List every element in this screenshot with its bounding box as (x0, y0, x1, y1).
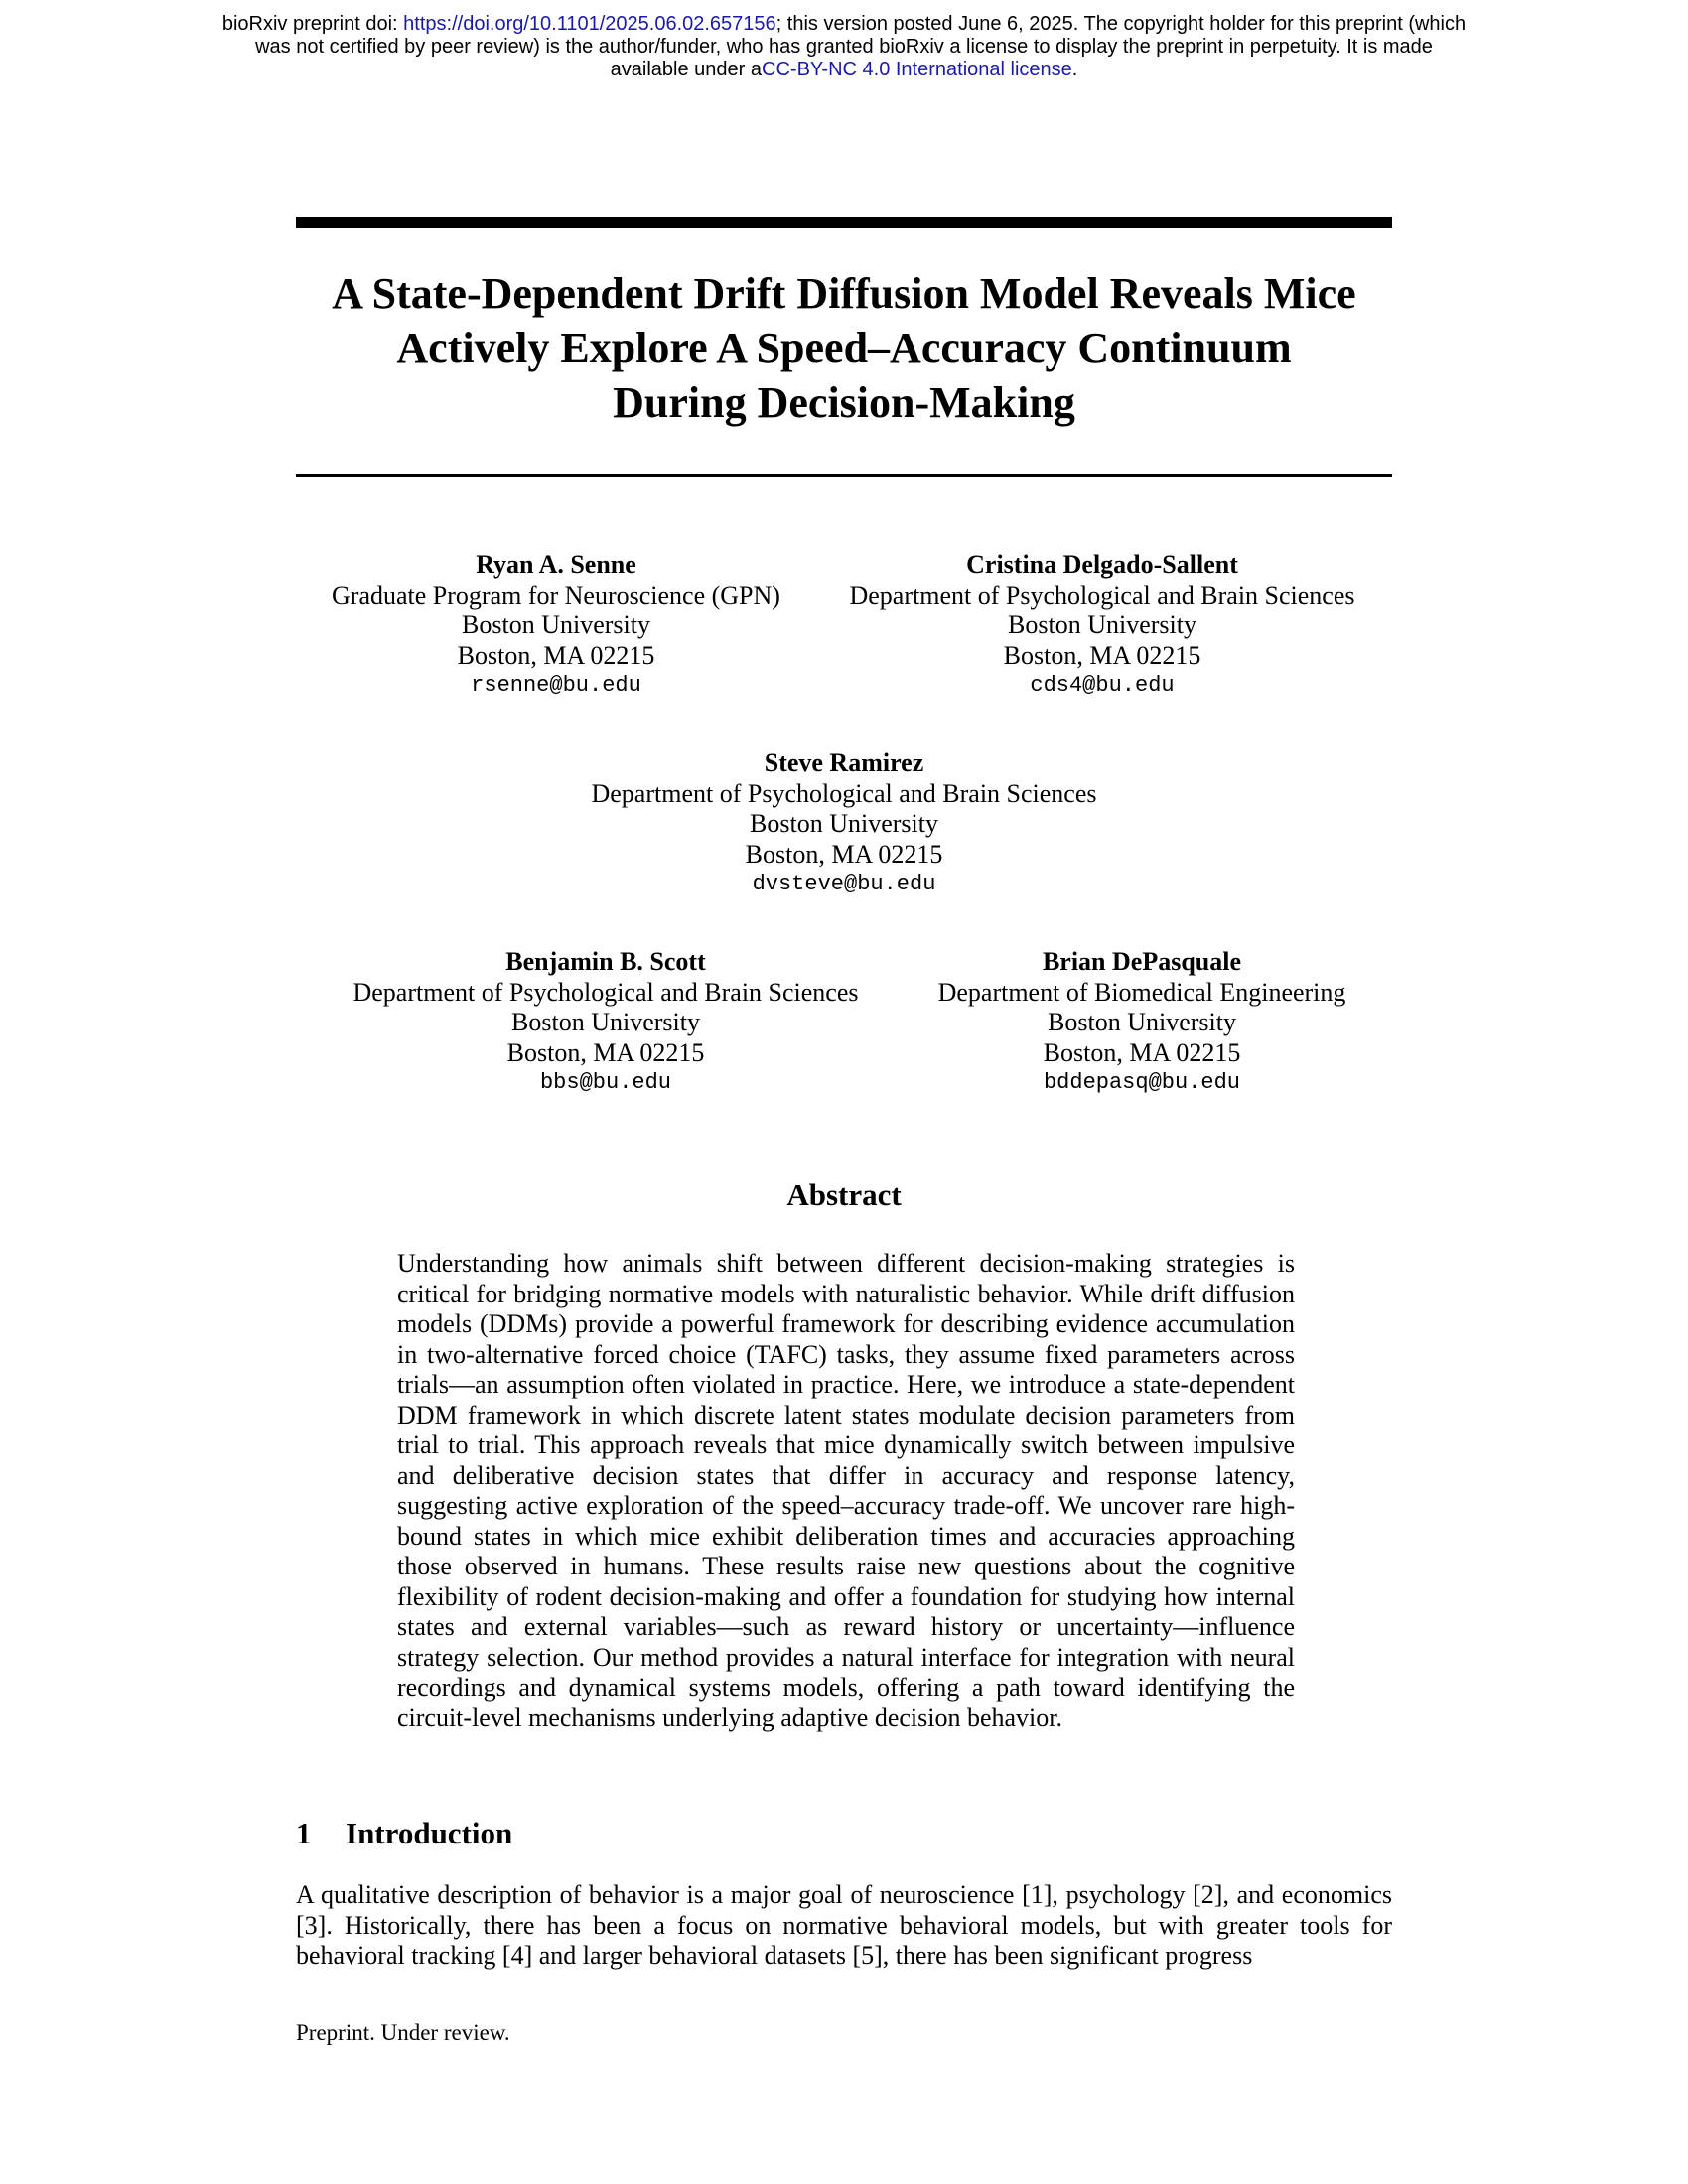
author-email[interactable]: bbs@bu.edu (539, 1070, 672, 1095)
author-email[interactable]: cds4@bu.edu (1030, 673, 1175, 698)
author-address: Boston, MA 02215 (506, 1037, 705, 1067)
paper-title (296, 266, 1392, 430)
preprint-line1-suffix: ; this version posted June 6, 2025. The copyright holder for this preprint (which (775, 13, 1467, 35)
author-department: Department of Psychological and Brain Sciences (849, 580, 1355, 610)
author-institution: Boston University (462, 611, 650, 639)
title-line-1: A State-Dependent Drift Diffusion Model Reveals Mice (332, 269, 1356, 318)
author-institution: Boston University (750, 809, 938, 838)
preprint-notice-line-2: was not certified by peer review) is the author/funder, who has granted bioRxiv a license to display the preprint in perpetuity. It is made (255, 36, 1433, 58)
author-department: Department of Psychological and Brain Sciences (591, 778, 1097, 808)
author-institution: Boston University (1048, 1008, 1236, 1036)
preprint-notice-line-1 (129, 13, 1559, 36)
author-department: Department of Biomedical Engineering (937, 977, 1346, 1007)
doi-link[interactable]: https://doi.org/10.1101/2025.06.02.657156 (403, 13, 776, 35)
preprint-license-prefix: available under a (610, 59, 763, 80)
author-name: Brian DePasquale (1042, 947, 1242, 976)
section-number: 1 (296, 1816, 312, 1850)
preprint-notice-line-3 (129, 59, 1559, 81)
title-line-3: During Decision-Making (613, 378, 1075, 427)
author-block (298, 550, 814, 702)
author-name: Cristina Delgado-Sallent (966, 550, 1238, 579)
author-block (536, 749, 1152, 900)
preprint-doi-prefix: bioRxiv preprint doi: (221, 13, 404, 35)
author-department: Graduate Program for Neuroscience (GPN) (332, 580, 780, 610)
footer-note: Preprint. Under review. (296, 2020, 510, 2045)
author-address: Boston, MA 02215 (457, 640, 655, 670)
author-block (318, 947, 894, 1099)
preprint-license-suffix: . (1071, 59, 1078, 80)
author-address: Boston, MA 02215 (1043, 1037, 1241, 1067)
author-address: Boston, MA 02215 (1003, 640, 1201, 670)
author-email[interactable]: rsenne@bu.edu (471, 673, 641, 698)
author-email[interactable]: dvsteve@bu.edu (752, 872, 936, 896)
author-department: Department of Psychological and Brain Sciences (352, 977, 859, 1007)
author-email[interactable]: bddepasq@bu.edu (1043, 1070, 1241, 1095)
title-top-rule (296, 217, 1392, 228)
title-line-2: Actively Explore A Speed–Accuracy Continuum (396, 324, 1292, 372)
abstract-heading: Abstract (786, 1177, 902, 1212)
author-institution: Boston University (1008, 611, 1196, 639)
preprint-notice (129, 13, 1559, 81)
title-bottom-rule (296, 474, 1392, 477)
license-link[interactable]: CC-BY-NC 4.0 International license (762, 59, 1072, 80)
abstract-text: Understanding how animals shift between different decision-making strategies is critical for bridging normative models with naturalistic behavior. While drift diffusion models (DDMs) provide a powerful framework for describing evidence accumulation in two-alternative forced choice (TAFC) tasks, they assume fixed parameters across trials—an assumption often violated in practice. Here, we introduce a state-dependent DDM framework in which discrete latent states modulate decision parameters from trial to trial. This approach reveals that mice dynamically switch between impulsive and deliberative decision states that differ in accuracy and response latency, suggesting active exploration of the speed–accuracy trade-off. We uncover rare high-bound states in which mice exhibit deliberation times and accuracies approaching those observed in humans. These results raise new questions about the cognitive flexibility of rodent decision-making and offer a foundation for studying how internal states and external variables—such as reward history or uncertainty—influence strategy selection. Our method provides a natural interface for integration with neural recordings and dynamical systems models, offering a path toward identifying the circuit-level mechanisms underlying adaptive decision behavior. (397, 1249, 1295, 1732)
author-name: Ryan A. Senne (476, 550, 636, 579)
introduction-heading (296, 1816, 1392, 1851)
author-institution: Boston University (511, 1008, 700, 1036)
author-name: Steve Ramirez (764, 749, 924, 777)
author-block (894, 947, 1390, 1099)
section-title: Introduction (346, 1816, 513, 1850)
introduction-text: A qualitative description of behavior is a major goal of neuroscience [1], psychology [2], and economics [3]. Historically, there has been a focus on normative behavioral models, but with greater tools for behavioral tracking [4] and larger behavioral datasets [5], there has been significant progress (296, 1880, 1392, 1970)
author-block (814, 550, 1390, 702)
author-address: Boston, MA 02215 (745, 839, 943, 869)
author-name: Benjamin B. Scott (505, 947, 706, 976)
